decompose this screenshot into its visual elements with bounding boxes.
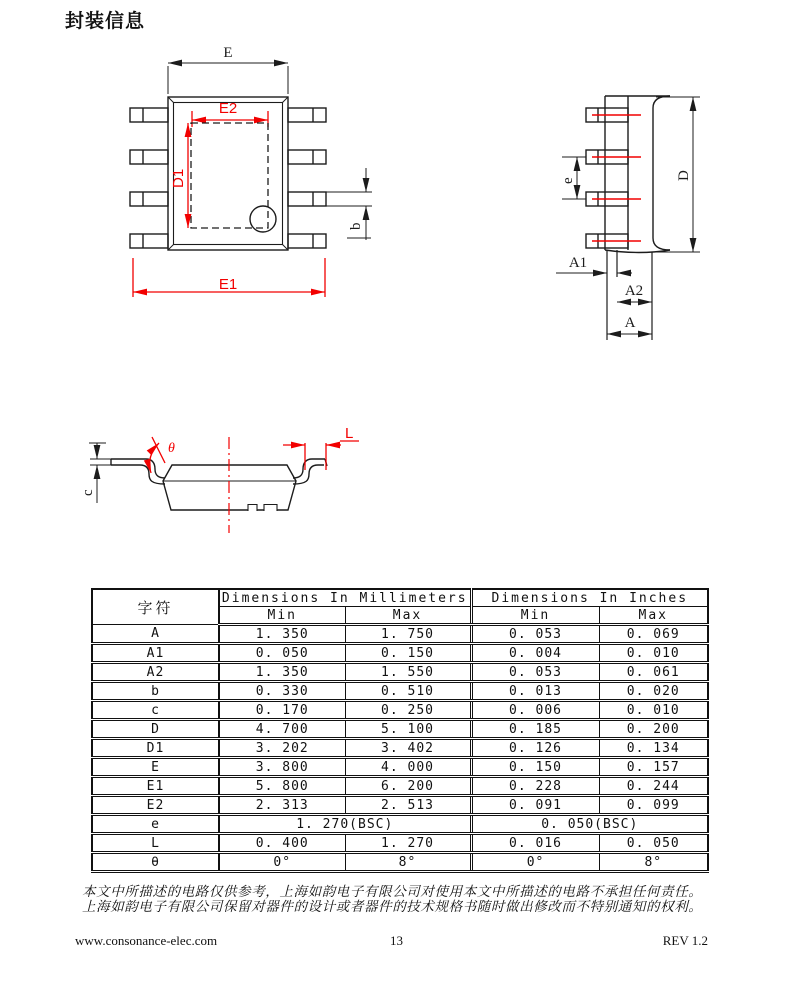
cell-mm-min: 0° <box>219 853 345 872</box>
cell-in-min: 0. 016 <box>471 834 599 853</box>
side-body-outline <box>605 96 670 253</box>
dim-label-b: b <box>348 222 364 230</box>
cell-mm-max: 8° <box>345 853 471 872</box>
pins-right <box>288 108 326 248</box>
cell-mm-min: 0. 050 <box>219 644 345 663</box>
exposed-pad-dashed-outline <box>191 123 268 228</box>
table-row <box>92 739 708 758</box>
dim-d <box>656 97 700 252</box>
cell-in-min: 0. 126 <box>471 739 599 758</box>
cell-in-min: 0. 004 <box>471 644 599 663</box>
package-side-view <box>556 96 700 340</box>
disclaimer-line-1: 本文中所描述的电路仅供参考，上海如韵电子有限公司对使用本文中所描述的电路不承担任何责任。 <box>82 884 703 899</box>
cell-in-max: 0. 134 <box>599 739 708 758</box>
cell-mm-max: 1. 270 <box>345 834 471 853</box>
dim-label-E1: E1 <box>218 276 238 293</box>
cell-in-min: 0. 006 <box>471 701 599 720</box>
cell-in-min: 0. 053 <box>471 625 599 644</box>
cell-mm-min: 4. 700 <box>219 720 345 739</box>
dim-label-A2: A2 <box>624 283 644 299</box>
mold-notch <box>248 505 257 512</box>
table-row <box>92 853 708 872</box>
cell-in-min: 0. 150 <box>471 758 599 777</box>
package-profile-view <box>80 425 359 533</box>
table-row <box>92 777 708 796</box>
cell-mm-max: 0. 150 <box>345 644 471 663</box>
cell-mm-max: 2. 513 <box>345 796 471 815</box>
cell-mm-max: 0. 510 <box>345 682 471 701</box>
table-row <box>92 720 708 739</box>
dim-a2 <box>617 283 652 302</box>
cell-mm-min: 1. 350 <box>219 625 345 644</box>
cell-in-min: 0° <box>471 853 599 872</box>
cell-mm-min: 0. 170 <box>219 701 345 720</box>
dim-d1 <box>170 123 188 228</box>
table-row <box>92 796 708 815</box>
dim-label-L: L <box>345 425 354 442</box>
cell-mm-span: 1. 270(BSC) <box>219 815 471 834</box>
cell-in-max: 0. 200 <box>599 720 708 739</box>
cell-mm-min: 0. 400 <box>219 834 345 853</box>
column-header-in-max: Max <box>599 607 708 625</box>
column-header-symbol: 字符 <box>92 589 219 625</box>
cell-mm-min: 3. 800 <box>219 758 345 777</box>
cell-in-min: 0. 053 <box>471 663 599 682</box>
profile-lead-right <box>293 459 327 484</box>
dim-label-A: A <box>624 315 636 331</box>
dim-l <box>283 425 359 470</box>
table-row <box>92 758 708 777</box>
cell-symbol: A2 <box>92 663 219 682</box>
dimensions-table <box>91 588 709 873</box>
cell-mm-max: 0. 250 <box>345 701 471 720</box>
dim-a1 <box>556 255 632 273</box>
disclaimer <box>82 884 712 914</box>
dim-e1 <box>133 258 325 297</box>
cell-in-min: 0. 091 <box>471 796 599 815</box>
page-footer <box>0 933 793 951</box>
dim-label-A1: A1 <box>568 255 588 271</box>
cell-symbol: D1 <box>92 739 219 758</box>
table-row <box>92 834 708 853</box>
column-header-mm-min: Min <box>219 607 345 625</box>
dim-c <box>80 443 106 503</box>
table-row <box>92 663 708 682</box>
cell-symbol: A1 <box>92 644 219 663</box>
cell-symbol: E1 <box>92 777 219 796</box>
pins-left <box>130 108 168 248</box>
cell-in-max: 0. 244 <box>599 777 708 796</box>
cell-symbol: E <box>92 758 219 777</box>
table-header-row-units <box>92 589 708 607</box>
cell-symbol: D <box>92 720 219 739</box>
cell-mm-max: 4. 000 <box>345 758 471 777</box>
cell-in-max: 0. 010 <box>599 701 708 720</box>
table-row-e-bsc <box>92 815 708 834</box>
dim-b <box>326 168 372 240</box>
dim-label-c: c <box>80 489 96 496</box>
dim-a <box>607 315 652 334</box>
dim-label-e: e <box>560 177 576 184</box>
cell-mm-min: 3. 202 <box>219 739 345 758</box>
revision-label: REV 1.2 <box>662 933 708 948</box>
dim-e-pitch <box>560 157 586 199</box>
cell-mm-min: 1. 350 <box>219 663 345 682</box>
dim-label-E: E <box>223 45 233 61</box>
cell-in-min: 0. 228 <box>471 777 599 796</box>
table-row <box>92 644 708 663</box>
mold-notch <box>264 505 277 512</box>
dim-label-D1: D1 <box>170 168 187 188</box>
cell-in-max: 0. 020 <box>599 682 708 701</box>
cell-mm-max: 6. 200 <box>345 777 471 796</box>
cell-mm-max: 3. 402 <box>345 739 471 758</box>
table-row <box>92 682 708 701</box>
profile-lead-left <box>90 459 165 484</box>
column-header-in-min: Min <box>471 607 599 625</box>
cell-mm-max: 5. 100 <box>345 720 471 739</box>
table-row <box>92 625 708 644</box>
column-header-mm-max: Max <box>345 607 471 625</box>
cell-in-max: 0. 050 <box>599 834 708 853</box>
cell-in-max: 0. 010 <box>599 644 708 663</box>
dim-label-E2: E2 <box>218 100 238 117</box>
cell-in-min: 0. 013 <box>471 682 599 701</box>
dim-label-D: D <box>676 170 692 181</box>
cell-mm-min: 0. 330 <box>219 682 345 701</box>
cell-symbol: e <box>92 815 219 834</box>
website-url: www.consonance-elec.com <box>75 933 218 948</box>
cell-symbol: θ <box>92 853 219 872</box>
column-header-millimeters: Dimensions In Millimeters <box>219 589 471 607</box>
cell-symbol: A <box>92 625 219 644</box>
column-header-inches: Dimensions In Inches <box>471 589 708 607</box>
cell-in-max: 0. 069 <box>599 625 708 644</box>
page-number: 13 <box>390 933 403 948</box>
cell-in-min: 0. 185 <box>471 720 599 739</box>
pin-centerlines <box>592 115 641 241</box>
cell-symbol: E2 <box>92 796 219 815</box>
cell-mm-min: 5. 800 <box>219 777 345 796</box>
side-pins <box>586 108 628 248</box>
cell-mm-max: 1. 750 <box>345 625 471 644</box>
disclaimer-line-2: 上海如韵电子有限公司保留对器件的设计或者器件的技术规格书随时做出修改而不特别通知的权利。 <box>82 899 703 914</box>
cell-in-span: 0. 050(BSC) <box>471 815 708 834</box>
cell-in-max: 0. 099 <box>599 796 708 815</box>
package-top-view <box>130 45 372 297</box>
cell-in-max: 0. 157 <box>599 758 708 777</box>
cell-symbol: L <box>92 834 219 853</box>
cell-in-max: 0. 061 <box>599 663 708 682</box>
page-title: 封装信息 <box>65 11 146 32</box>
cell-symbol: b <box>92 682 219 701</box>
cell-mm-max: 1. 550 <box>345 663 471 682</box>
cell-mm-min: 2. 313 <box>219 796 345 815</box>
table-row <box>92 701 708 720</box>
cell-in-max: 8° <box>599 853 708 872</box>
cell-symbol: c <box>92 701 219 720</box>
dim-label-theta: θ <box>168 441 175 456</box>
